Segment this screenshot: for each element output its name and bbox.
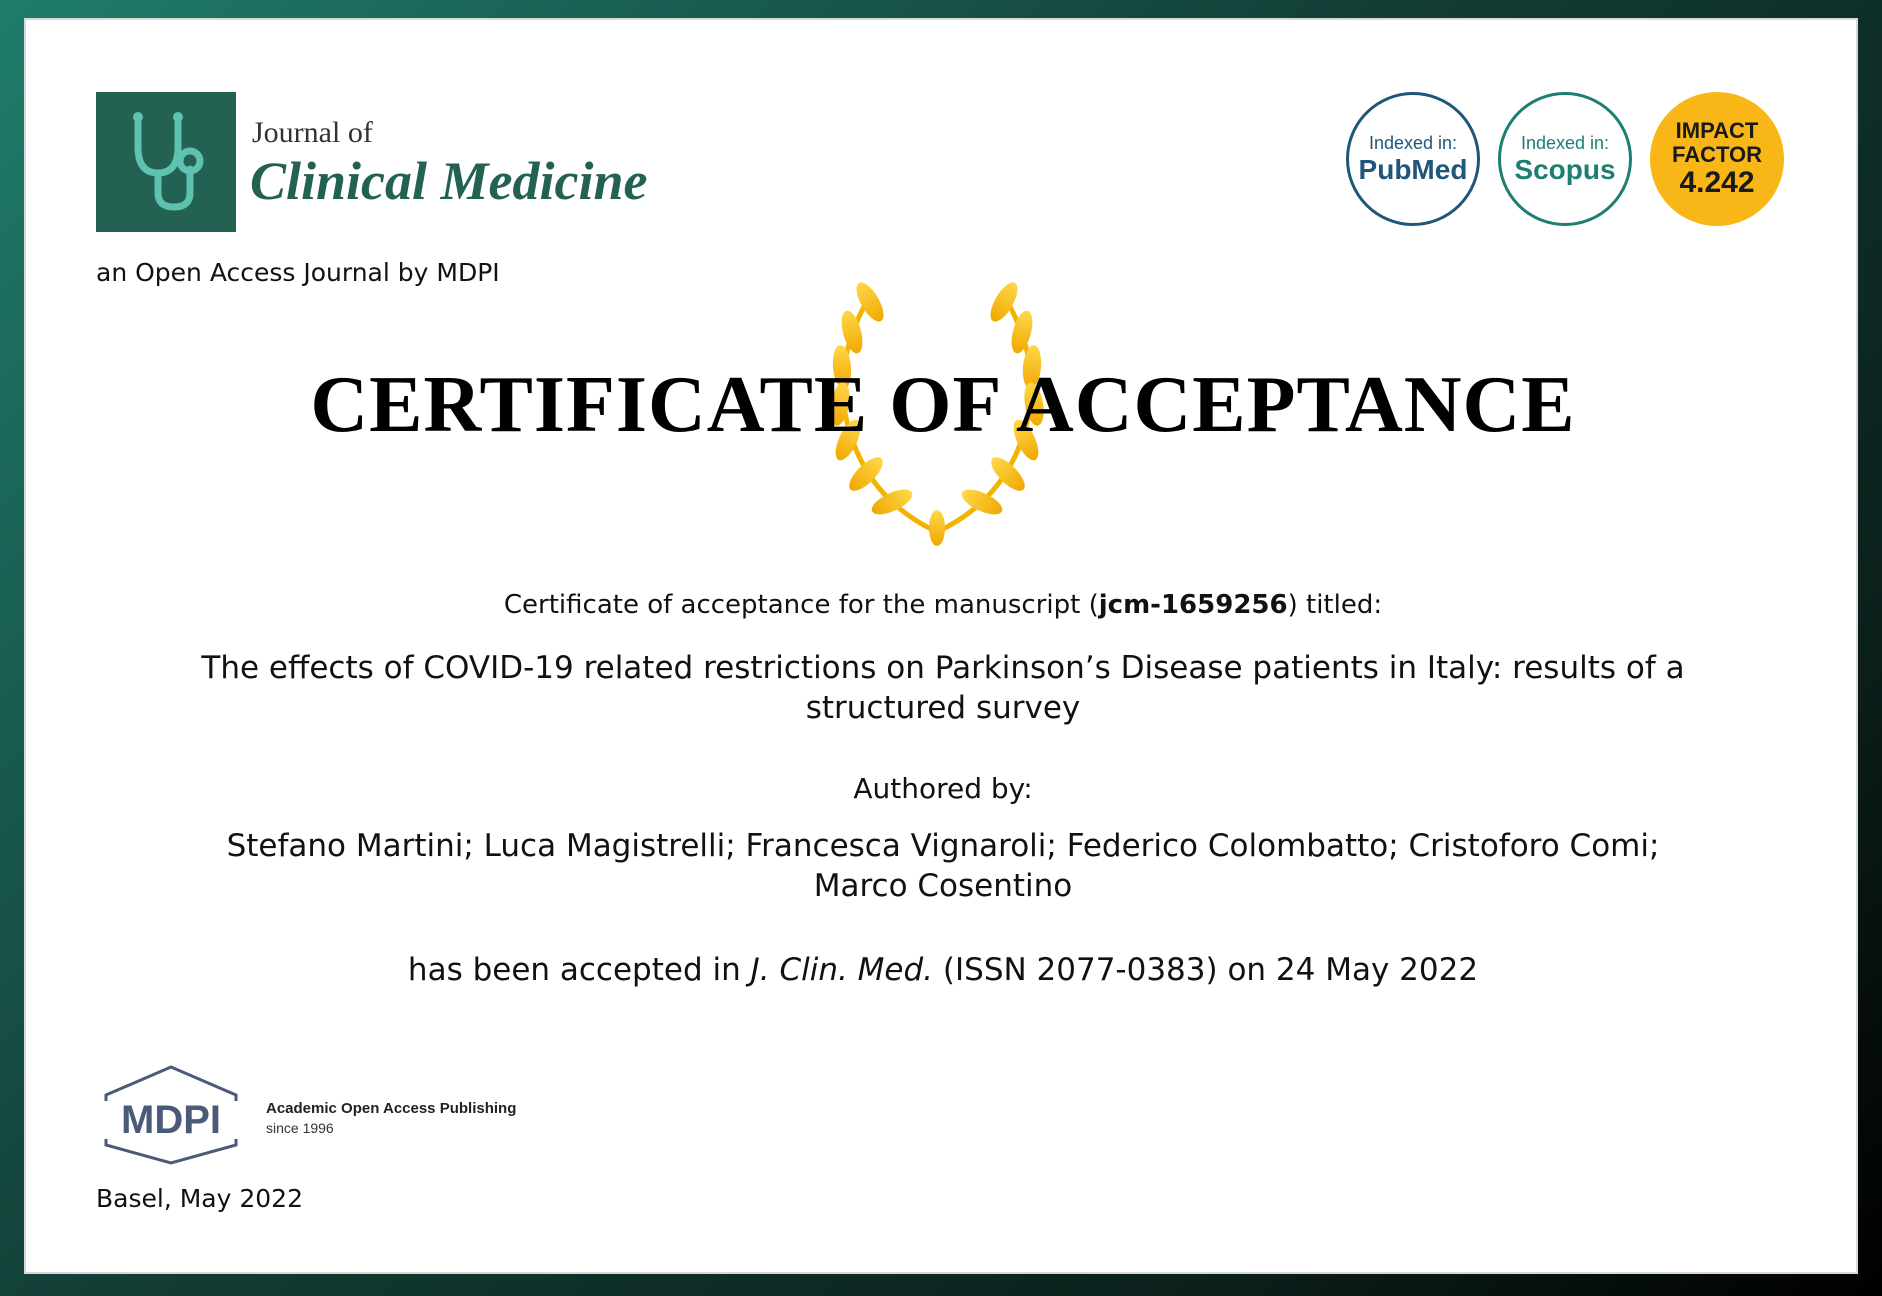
acceptance-statement — [186, 952, 1700, 988]
pubmed-badge-name: PubMed — [1358, 153, 1468, 185]
accepted-suffix: (ISSN 2077-0383) on 24 May 2022 — [933, 952, 1479, 988]
scopus-badge-label: Indexed in: — [1520, 132, 1610, 153]
authors-list: Stefano Martini; Luca Magistrelli; Francesca Vignaroli; Federico Colombatto; Cristoforo Comi; Marco Cosentino — [226, 828, 1660, 904]
stethoscope-icon — [116, 107, 216, 217]
acceptance-intro — [186, 590, 1700, 620]
certificate-title: CERTIFICATE OF ACCEPTANCE — [310, 361, 1576, 449]
impact-factor-badge — [1650, 92, 1784, 226]
open-access-line: an Open Access Journal by MDPI — [96, 258, 500, 287]
pubmed-badge-label: Indexed in: — [1368, 132, 1458, 153]
mdpi-logo — [96, 1065, 246, 1165]
pubmed-badge — [1346, 92, 1480, 226]
manuscript-id: jcm-1659256 — [1098, 590, 1288, 620]
impact-line-2: FACTOR — [1671, 142, 1763, 167]
impact-line-1: IMPACT — [1675, 118, 1759, 143]
journal-logo — [96, 92, 236, 232]
intro-suffix: ) titled: — [1287, 590, 1383, 620]
scopus-badge-name: Scopus — [1514, 153, 1616, 185]
journal-name: Clinical Medicine — [250, 151, 648, 211]
scopus-badge — [1498, 92, 1632, 226]
accepted-prefix: has been accepted in — [407, 952, 751, 988]
manuscript-title: The effects of COVID-19 related restrictions on Parkinson’s Disease patients in Italy: results of a structured survey — [201, 650, 1685, 726]
publisher-since: since 1996 — [266, 1120, 334, 1136]
place-date: Basel, May 2022 — [96, 1184, 303, 1213]
journal-abbrev: J. Clin. Med. — [750, 952, 934, 988]
publisher-tagline: Academic Open Access Publishing — [266, 1100, 517, 1117]
intro-prefix: Certificate of acceptance for the manuscript ( — [503, 590, 1099, 620]
certificate-card — [24, 18, 1858, 1274]
authored-label: Authored by: — [853, 772, 1033, 805]
impact-factor-value: 4.242 — [1679, 166, 1755, 199]
journal-prefix: Journal of — [252, 116, 373, 149]
mdpi-logo-text: MDPI — [121, 1098, 221, 1142]
